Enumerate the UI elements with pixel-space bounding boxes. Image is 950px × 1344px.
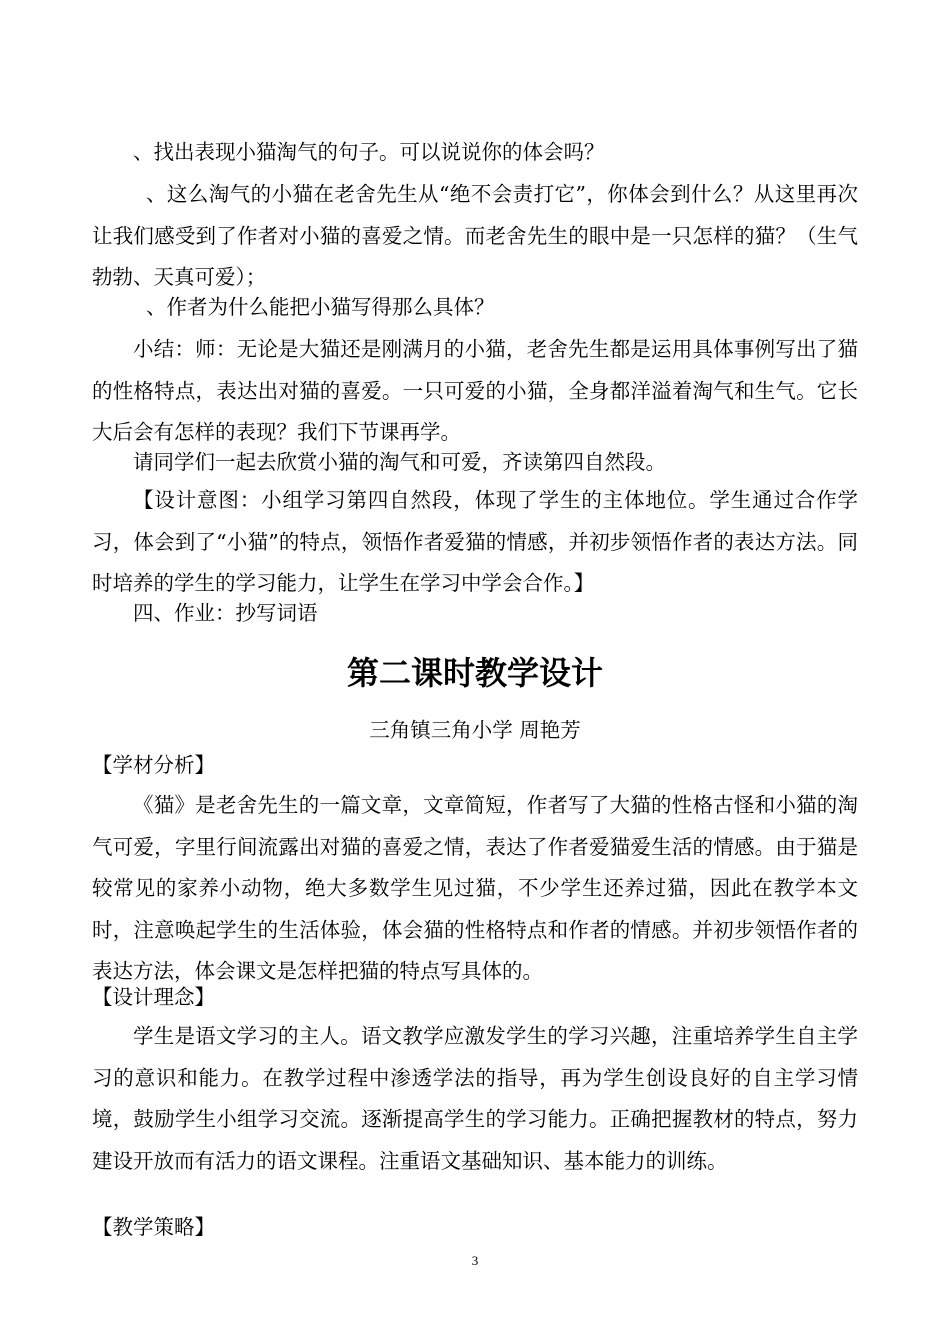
- page-number: 3: [471, 1253, 479, 1268]
- material-analysis-text: 《猫》是老舍先生的一篇文章，文章简短，作者写了大猫的性格古怪和小猫的淘气可爱，字里行间流露出对猫的喜爱之情，表达了作者爱猫爱生活的情感。由于猫是较常见的家养小动物，绝大多数学生见过猫，不少学生还养过猫，因此在教学本文时，注意唤起学生的生活体验，体会猫的性格特点和作者的情感。并初步领悟作者的表达方法，体会课文是怎样把猫的特点写具体的。: [92, 793, 858, 983]
- teaching-strategy-heading: 【教学策略】: [92, 1215, 215, 1239]
- material-analysis-heading: 【学材分析】: [92, 753, 215, 777]
- design-concept-text: 学生是语文学习的主人。语文教学应激发学生的学习兴趣，注重培养学生自主学习的意识和能力。在教学过程中渗透学法的指导，再为学生创设良好的自主学习情境，鼓励学生小组学习交流。逐渐提高学生的学习能力。正确把握教材的特点，努力建设开放而有活力的语文课程。注重语文基础知识、基本能力的训练。: [92, 1024, 858, 1173]
- author-line: 三角镇三角小学 周艳芳: [369, 718, 581, 742]
- design-intent-paragraph: 【设计意图：小组学习第四自然段，体现了学生的主体地位。学生通过合作学习，体会到了“小猫”的特点，领悟作者爱猫的情感，并初步领悟作者的表达方法。同时培养的学生的学习能力，让学生在学习中学会合作。】: [92, 488, 858, 595]
- question-2: 、这么淘气的小猫在老舍先生从“绝不会责打它”，你体会到什么？从这里再次让我们感受到了作者对小猫的喜爱之情。而老舍先生的眼中是一只怎样的猫？（生气勃勃、天真可爱）；: [92, 182, 858, 289]
- question-3: 、作者为什么能把小猫写得那么具体？: [146, 295, 495, 319]
- reading-instruction: 请同学们一起去欣赏小猫的淘气和可爱，齐读第四自然段。: [133, 450, 666, 474]
- design-concept-heading: 【设计理念】: [92, 985, 215, 1009]
- summary-paragraph: 小结：师：无论是大猫还是刚满月的小猫，老舍先生都是运用具体事例写出了猫的性格特点，表达出对猫的喜爱。一只可爱的小猫，全身都洋溢着淘气和生气。它长大后会有怎样的表现？我们下节课再学。: [92, 337, 858, 444]
- question-1: 、找出表现小猫淘气的句子。可以说说你的体会吗？: [133, 140, 605, 164]
- lesson-title: 第二课时教学设计: [346, 654, 603, 692]
- homework-line: 四、作业：抄写词语: [133, 601, 318, 625]
